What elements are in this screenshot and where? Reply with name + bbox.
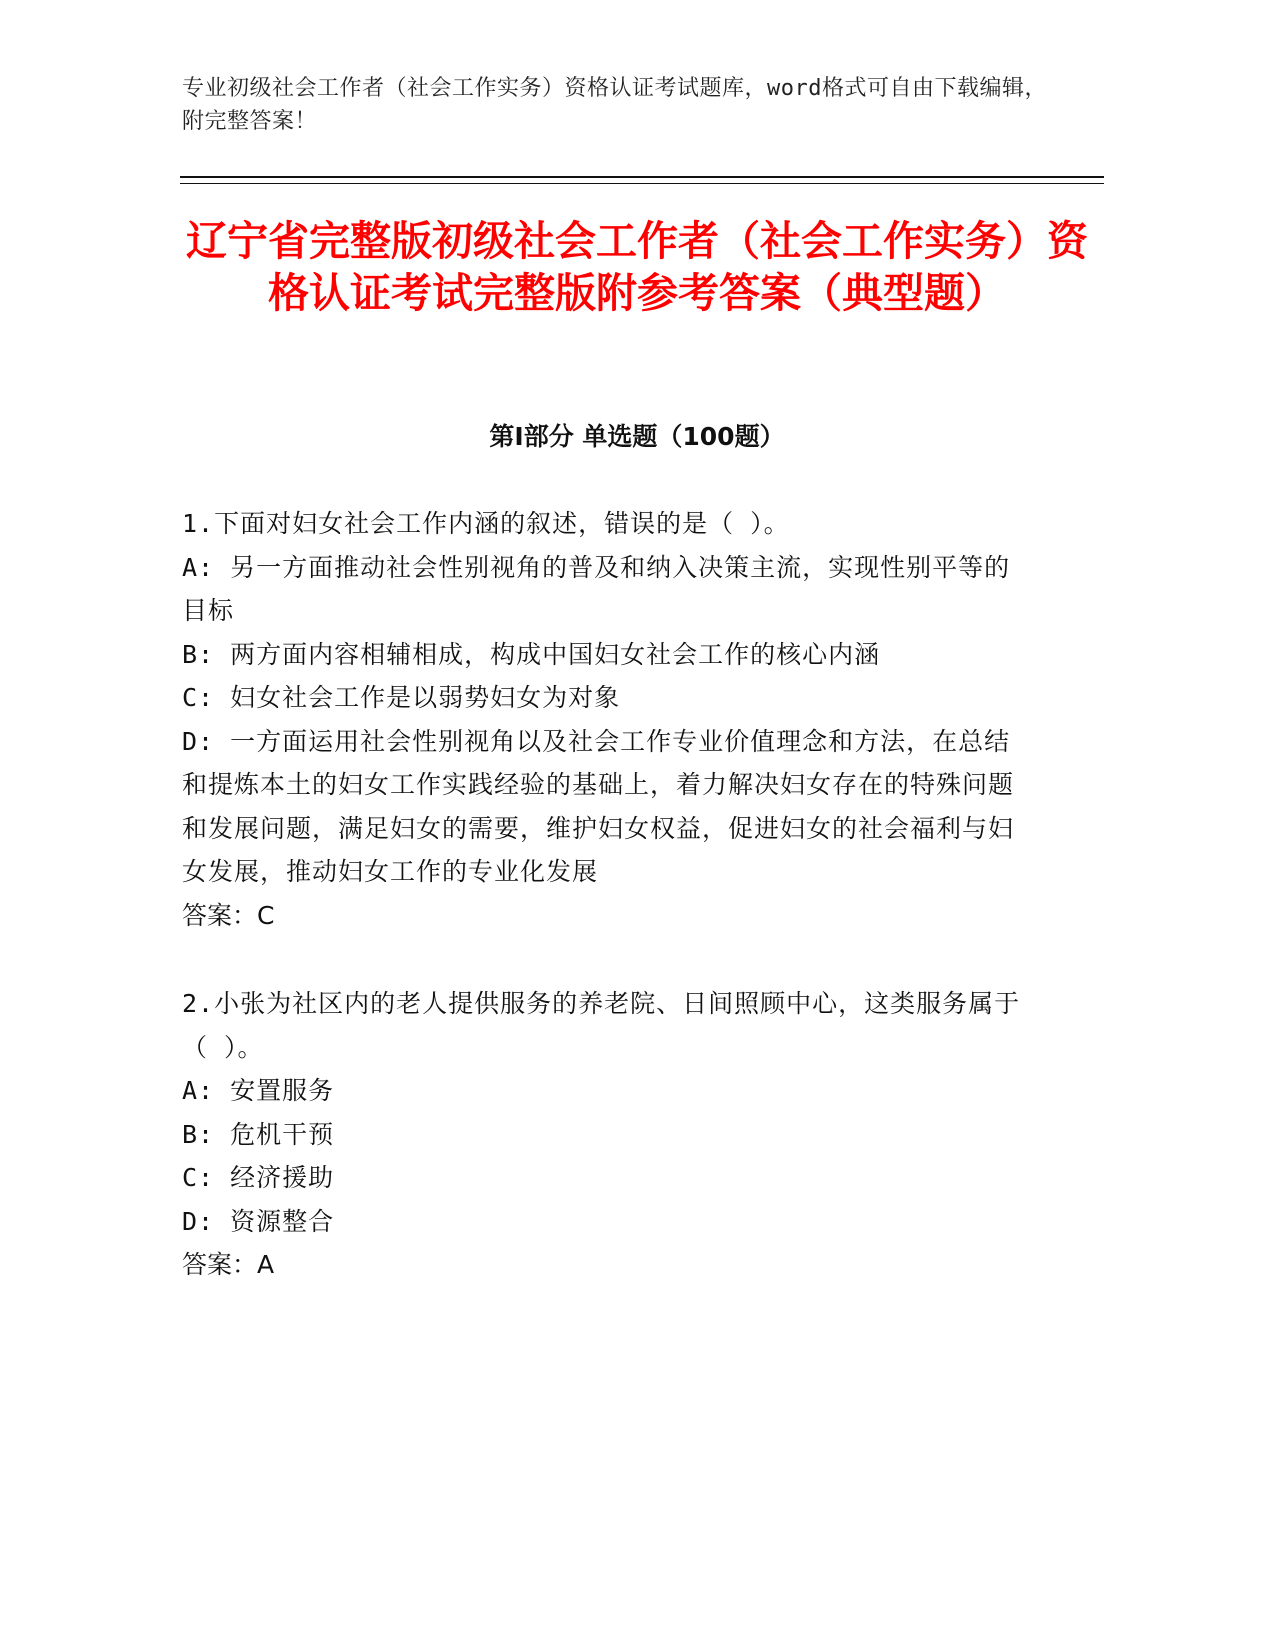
option-d: D: 资源整合 [182, 1206, 335, 1236]
option-a: A: 另一方面推动社会性别视角的普及和纳入决策主流，实现性别平等的目标 [182, 552, 1011, 625]
header-note: 专业初级社会工作者（社会工作实务）资格认证考试题库，word格式可自由下载编辑，附完整答案！ [182, 76, 1047, 134]
answer-label: 答案：C [182, 900, 275, 930]
question-1 [182, 502, 1032, 937]
option-d: D: 一方面运用社会性别视角以及社会工作专业价值理念和方法，在总结和提炼本土的妇女工作实践经验的基础上，着力解决妇女存在的特殊问题和发展问题，满足妇女的需要，维护妇女权益，促进妇女的社会福利与妇女发展，推动妇女工作的专业化发展 [182, 726, 1015, 886]
answer-label: 答案：A [182, 1250, 275, 1279]
option-b: B: 两方面内容相辅相成，构成中国妇女社会工作的核心内涵 [182, 639, 881, 669]
section-title: 第Ⅰ部分 单选题（100题） [489, 422, 785, 451]
question-2 [182, 982, 1032, 1287]
option-b: B: 危机干预 [182, 1119, 335, 1149]
header-divider-thin [180, 183, 1104, 184]
header-divider-thick [180, 176, 1104, 178]
option-c: C: 妇女社会工作是以弱势妇女为对象 [182, 683, 621, 712]
question-stem: 2.小张为社区内的老人提供服务的养老院、日间照顾中心，这类服务属于（ ）。 [182, 989, 1021, 1062]
document-title: 辽宁省完整版初级社会工作者（社会工作实务）资格认证考试完整版附参考答案（典型题） [186, 217, 1088, 317]
option-c: C: 经济援助 [182, 1163, 335, 1192]
question-stem: 1.下面对妇女社会工作内涵的叙述，错误的是（ ）。 [182, 509, 790, 538]
option-a: A: 安置服务 [182, 1076, 335, 1105]
